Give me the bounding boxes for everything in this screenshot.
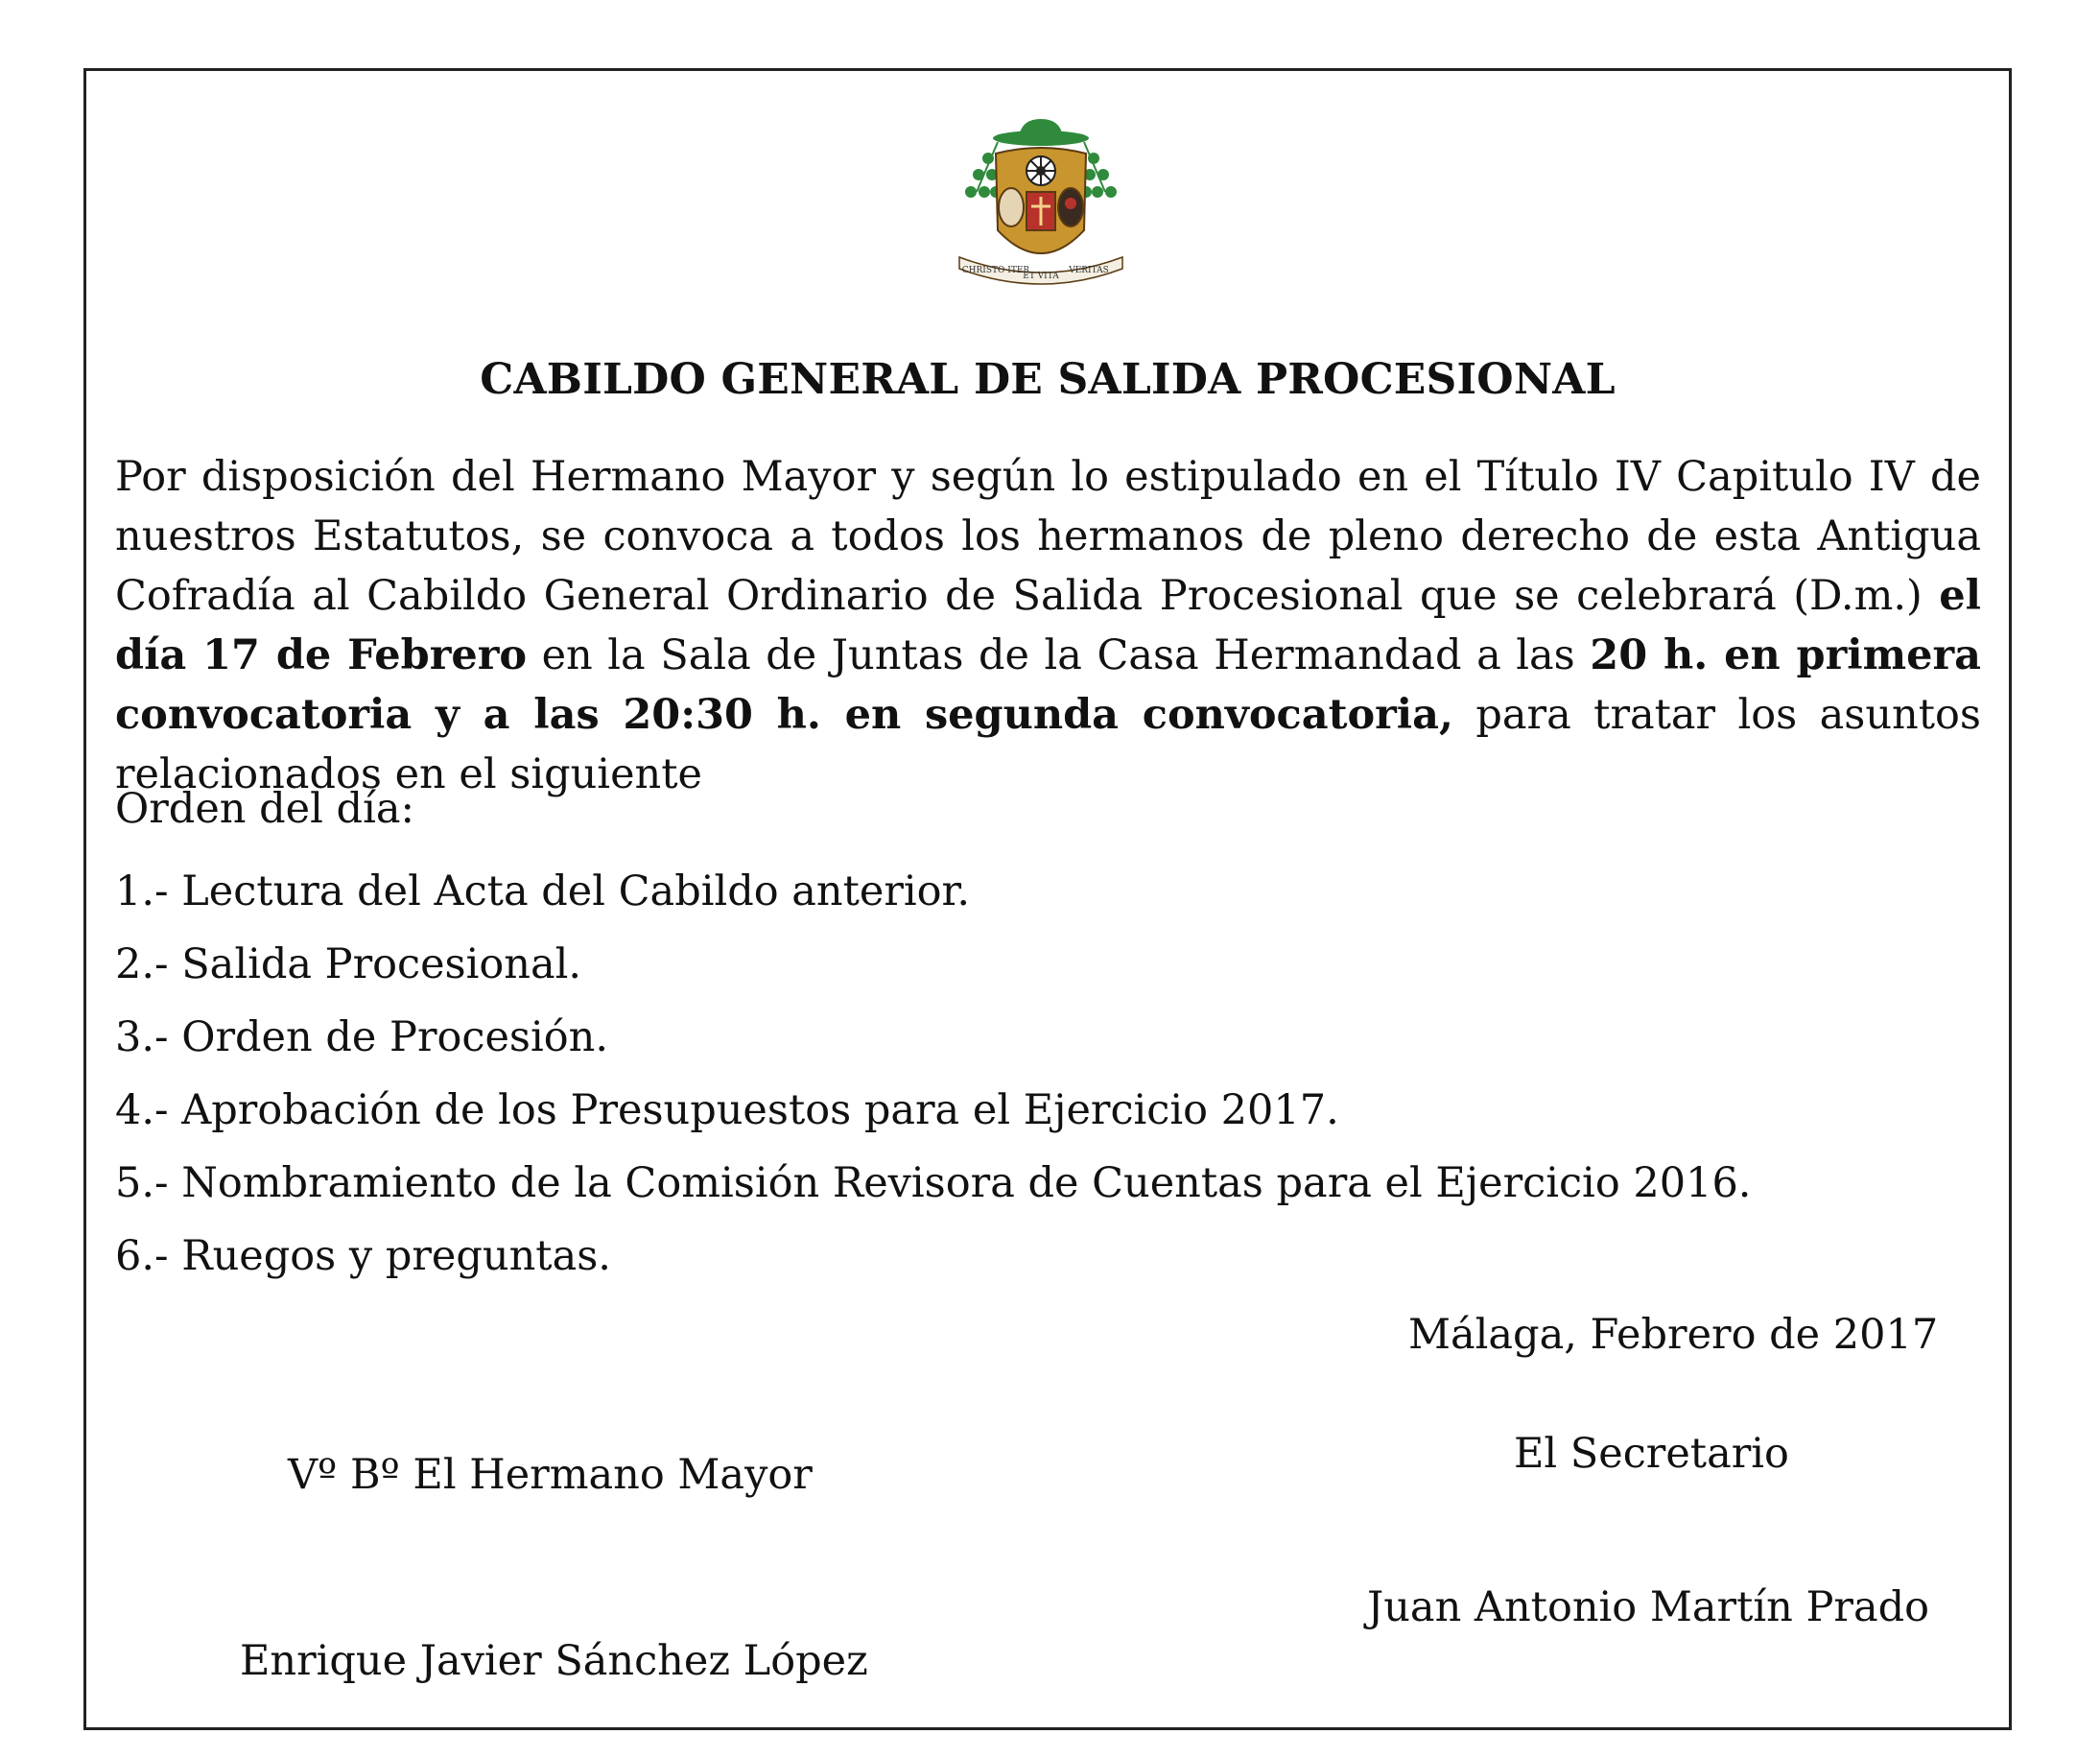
- signature-left-role: Vº Bº El Hermano Mayor: [288, 1451, 813, 1499]
- intro-times-bold: 20 h. en primera convocatoria y a las 20:30 h. en segunda convocatoria,: [115, 631, 1981, 739]
- intro-paragraph: [115, 447, 1981, 804]
- agenda-label: Orden del día:: [115, 785, 414, 833]
- agenda-item: 3.- Orden de Procesión.: [115, 1013, 608, 1061]
- crest-hat-crown: [1019, 119, 1063, 138]
- intro-text-2: en la Sala de Juntas de la Casa Hermandad a las: [527, 631, 1591, 679]
- intro-date-bold: el día 17 de Febrero: [115, 572, 1981, 679]
- intro-text-1: Por disposición del Hermano Mayor y según lo estipulado en el Título IV Capitulo IV de nuestros Estatutos, se convoca a todos los hermanos de pleno derecho de esta Antigua Cofradía al Cabildo General Ordinario de Salida Procesional que se celebrará (D.m.): [115, 453, 1981, 620]
- agenda-item: 2.- Salida Procesional.: [115, 940, 582, 988]
- place-date: Málaga, Febrero de 2017: [1408, 1311, 1939, 1359]
- agenda-item: 5.- Nombramiento de la Comisión Revisora de Cuentas para el Ejercicio 2016.: [115, 1159, 1752, 1207]
- agenda-item: 1.- Lectura del Acta del Cabildo anterior.: [115, 867, 971, 915]
- agenda-item: 4.- Aprobación de los Presupuestos para el Ejercicio 2017.: [115, 1086, 1339, 1134]
- crest-motto-right: VERITAS: [1069, 266, 1109, 275]
- agenda-item: 6.- Ruegos y preguntas.: [115, 1232, 611, 1280]
- crest-left-medallion: [999, 188, 1024, 226]
- crest-motto-left: CHRISTO ITER: [961, 266, 1030, 275]
- intro-text-3: para tratar los asuntos relacionados en el siguiente: [115, 691, 1981, 798]
- crest-motto-center: ET VITA: [1023, 272, 1059, 281]
- signature-left-name: Enrique Javier Sánchez López: [240, 1637, 868, 1685]
- document-title: CABILDO GENERAL DE SALIDA PROCESIONAL: [480, 355, 1616, 404]
- signature-right-role: El Secretario: [1514, 1430, 1789, 1478]
- signature-right-name: Juan Antonio Martín Prado: [1367, 1583, 1930, 1631]
- coat-of-arms-crest: [950, 115, 1132, 288]
- agenda-list: [115, 862, 1751, 1299]
